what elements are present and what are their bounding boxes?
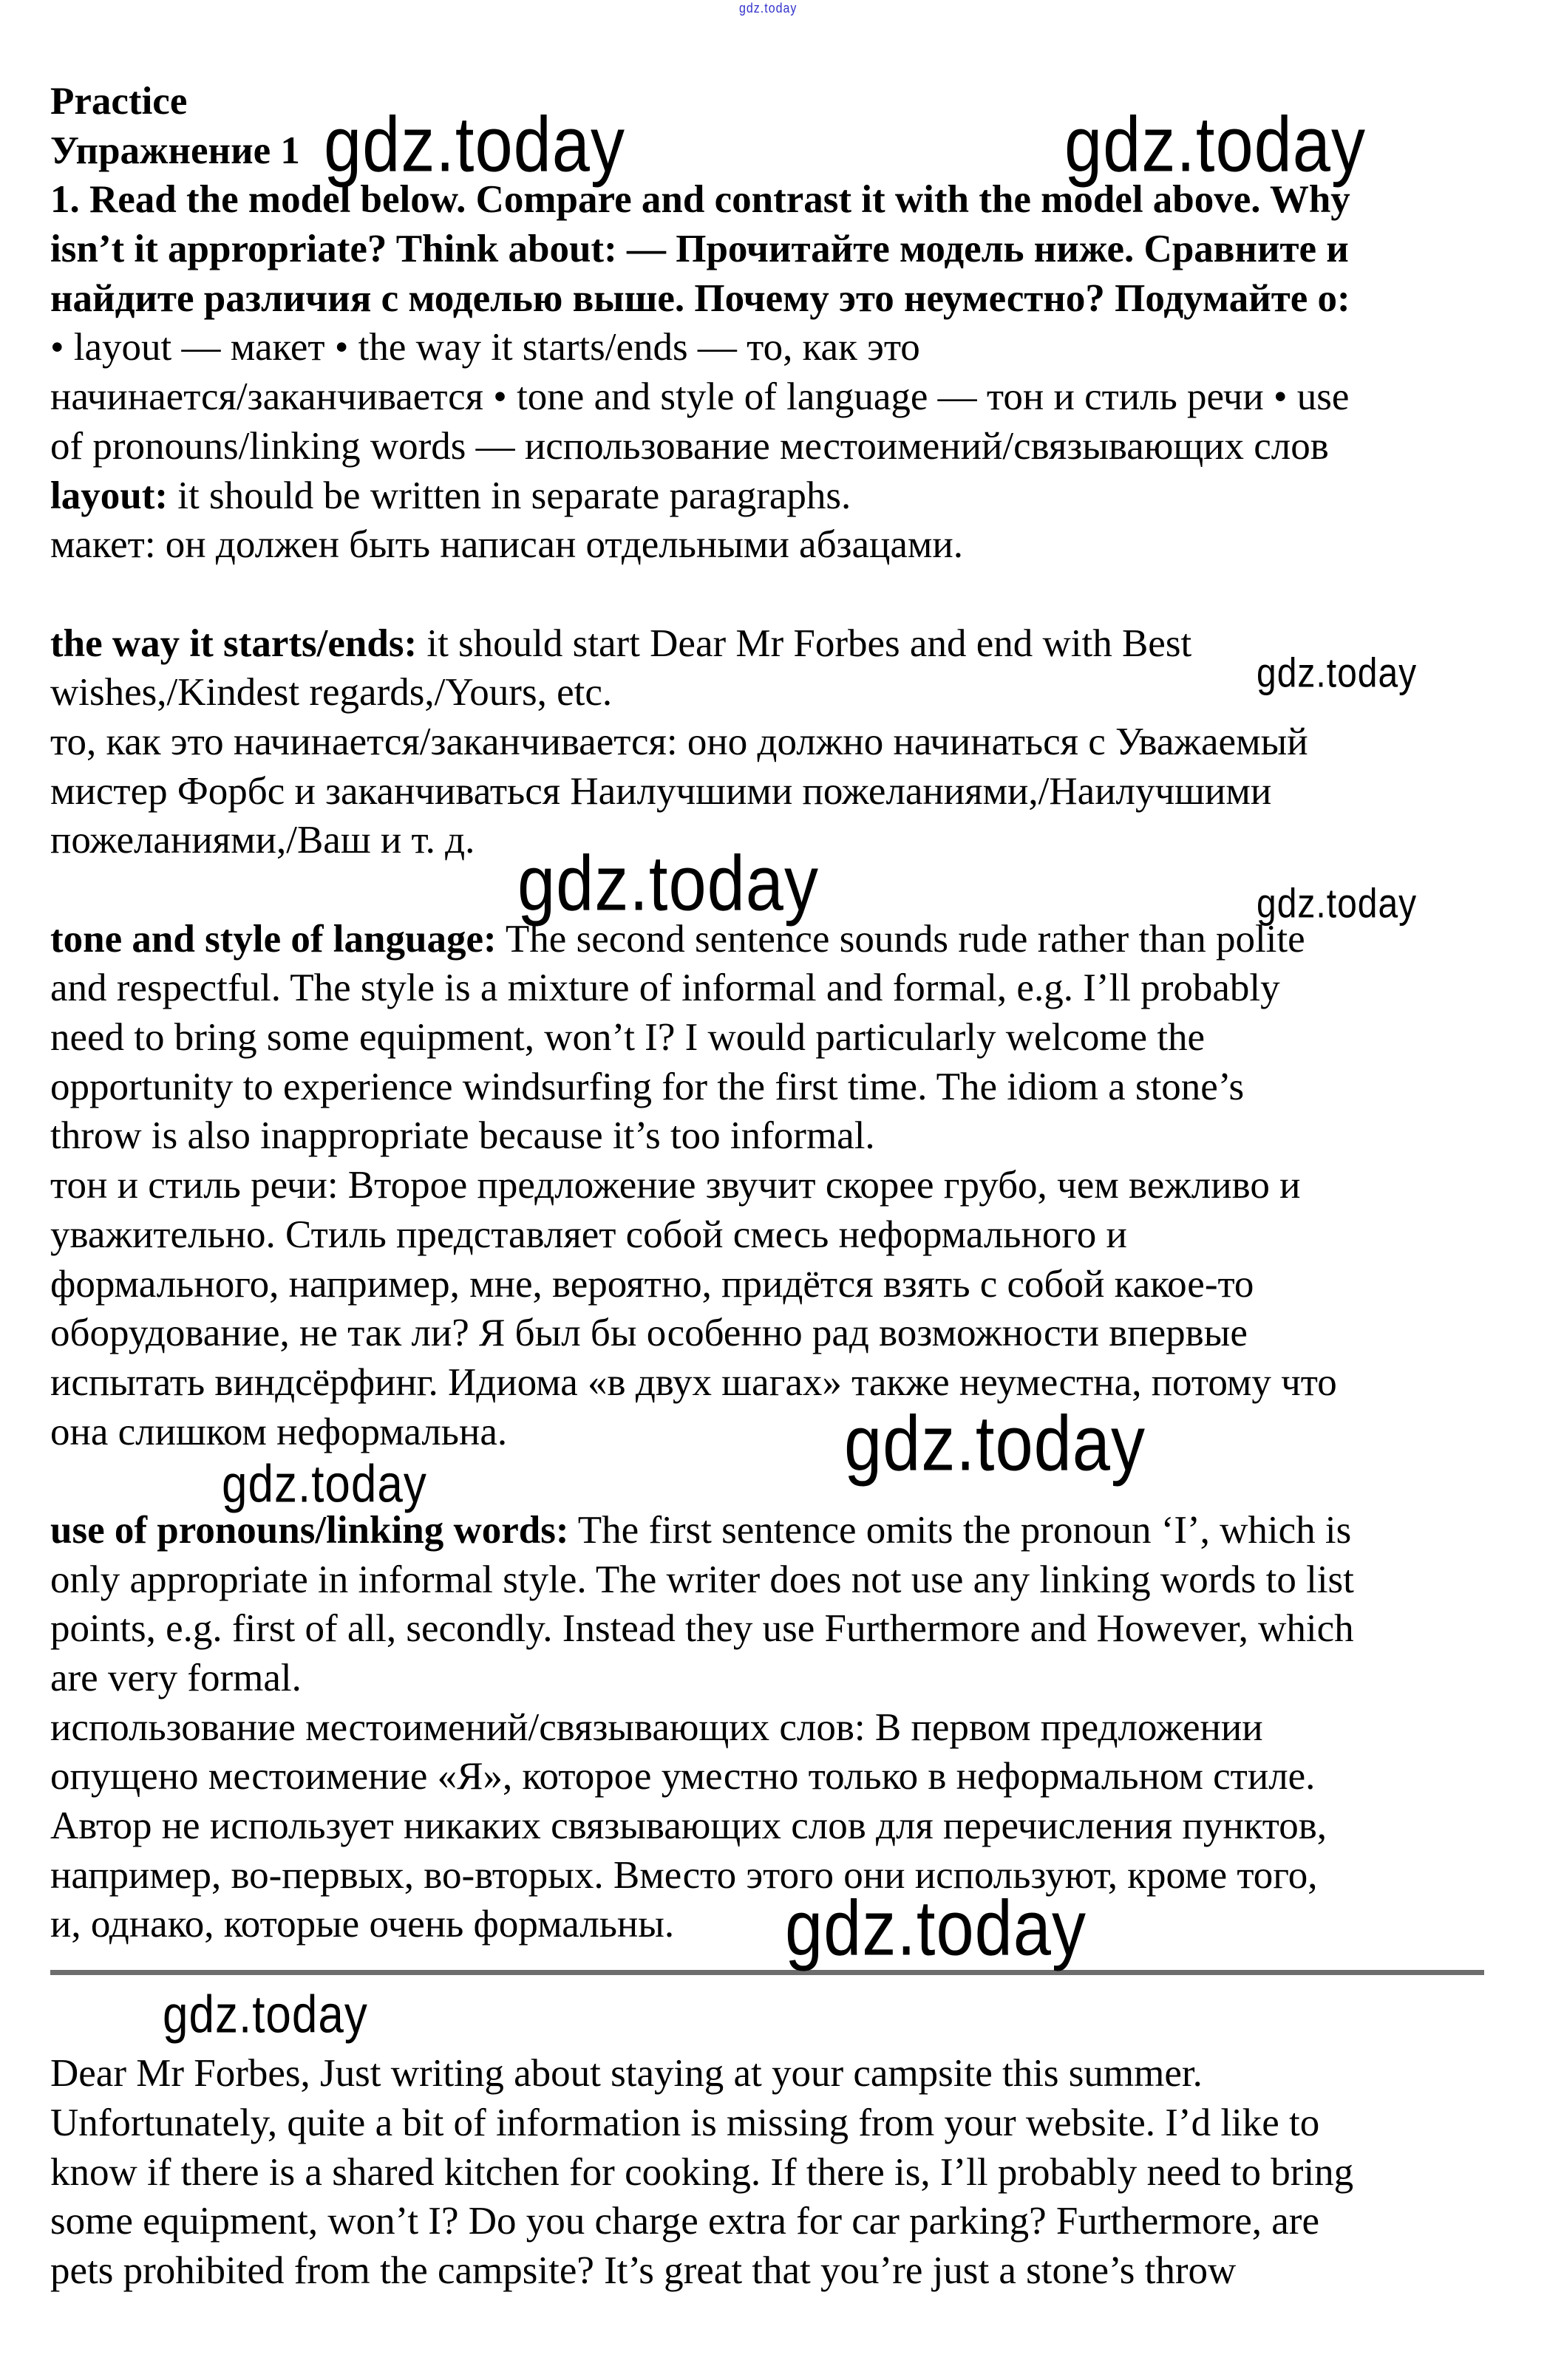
text-line [50, 225, 1499, 274]
bold-heading: use of pronouns/linking words: [50, 1508, 569, 1552]
horizontal-divider [50, 1970, 1484, 1975]
text-line [50, 1358, 1499, 1408]
line-text: опущено местоимение «Я», которое уместно только в неформальном стиле. [50, 1755, 1316, 1798]
line-text: начинается/заканчивается • tone and style of language — тон и стиль речи • use [50, 375, 1350, 419]
text-line [50, 520, 1499, 570]
line-text: пожеланиями,/Ваш и т. д. [50, 819, 475, 862]
watermark: gdz.today [739, 1, 798, 16]
document-body [50, 77, 1499, 2296]
bold-heading: найдите различия с моделью выше. Почему это неуместно? Подумайте о: [50, 276, 1350, 320]
line-text: pets prohibited from the campsite? It’s great that you’re just a stone’s throw [50, 2248, 1237, 2292]
blank-line [50, 570, 1499, 619]
line-text: only appropriate in informal style. The writer does not use any linking words to list [50, 1558, 1354, 1601]
line-text: The second sentence sounds rude rather than polite [496, 917, 1305, 961]
text-line [50, 1111, 1499, 1161]
bold-heading: Practice [50, 80, 188, 123]
text-line [50, 471, 1499, 521]
line-text: она слишком неформальна. [50, 1410, 508, 1453]
line-text: и, однако, которые очень формальны. [50, 1903, 675, 1946]
text-line [50, 2098, 1499, 2148]
text-line [50, 1161, 1499, 1210]
bold-heading: 1. Read the model below. Compare and contrast it with the model above. Why [50, 178, 1350, 222]
watermark: gdz.today [1257, 882, 1418, 927]
text-line [50, 1013, 1499, 1063]
line-text: some equipment, won’t I? Do you charge extra for car parking? Furthermore, are [50, 2200, 1319, 2243]
line-text: Автор не использует никаких связывающих слов для перечисления пунктов, [50, 1804, 1327, 1848]
text-line [50, 717, 1499, 767]
text-line [50, 1703, 1499, 1753]
text-line [50, 1900, 1499, 1949]
bold-heading: the way it starts/ends: [50, 621, 418, 665]
text-line [50, 1752, 1499, 1801]
text-line [50, 372, 1499, 422]
line-text: уважительно. Стиль представляет собой смесь неформального и [50, 1213, 1127, 1256]
line-text: The first sentence omits the pronoun ‘I’, which is [568, 1508, 1352, 1552]
text-line [50, 1555, 1499, 1605]
bold-heading: tone and style of language: [50, 917, 497, 961]
text-line [50, 422, 1499, 471]
line-text: Dear Mr Forbes, Just writing about staying at your campsite this summer. [50, 2052, 1203, 2096]
bold-heading: Упражнение 1 [50, 129, 300, 172]
line-text: например, во-первых, во-вторых. Вместо этого они используют, кроме того, [50, 1853, 1318, 1897]
text-line [50, 1654, 1499, 1703]
line-text: Unfortunately, quite a bit of information is missing from your website. I’d like to [50, 2101, 1320, 2144]
text-line [50, 1210, 1499, 1260]
line-text: points, e.g. first of all, secondly. Instead they use Furthermore and However, which [50, 1607, 1354, 1651]
bold-heading: isn’t it appropriate? Think about: — Прочитайте модель ниже. Сравните и [50, 228, 1349, 271]
text-line [50, 767, 1499, 816]
line-text: • layout — макет • the way it starts/ends — то, как это [50, 326, 920, 369]
watermark: gdz.today [222, 1455, 427, 1514]
watermark: gdz.today [1064, 101, 1366, 188]
line-text: то, как это начинается/заканчивается: оно должно начинаться с Уважаемый [50, 720, 1308, 763]
text-line [50, 2049, 1499, 2098]
watermark: gdz.today [324, 101, 625, 188]
line-text: it should be written in separate paragraphs. [168, 474, 851, 517]
line-text: мистер Форбс и заканчиваться Наилучшими пожеланиями,/Наилучшими [50, 769, 1272, 813]
watermark: gdz.today [1257, 651, 1418, 697]
line-text: opportunity to experience windsurfing for the first time. The idiom a stone’s [50, 1065, 1245, 1108]
text-line [50, 274, 1499, 324]
text-line [50, 1260, 1499, 1309]
line-text: know if there is a shared kitchen for cooking. If there is, I’ll probably need to bring [50, 2150, 1354, 2194]
line-text: тон и стиль речи: Второе предложение звучит скорее грубо, чем вежливо и [50, 1164, 1301, 1207]
watermark: gdz.today [517, 840, 819, 927]
line-text: need to bring some equipment, won’t I? I would particularly welcome the [50, 1016, 1206, 1060]
line-text: and respectful. The style is a mixture of informal and formal, e.g. I’ll probably [50, 966, 1280, 1010]
line-text: формального, например, мне, вероятно, придётся взять с собой какое-то [50, 1262, 1254, 1306]
line-text: использование местоимений/связывающих слов: В первом предложении [50, 1705, 1263, 1749]
text-line [50, 1063, 1499, 1112]
text-line [50, 1604, 1499, 1654]
text-line [50, 1801, 1499, 1851]
line-text: испытать виндсёрфинг. Идиома «в двух шагах» также неуместна, потому что [50, 1360, 1337, 1404]
text-line [50, 1309, 1499, 1358]
line-text: оборудование, не так ли? Я был бы особенно рад возможности впервые [50, 1312, 1248, 1355]
text-line [50, 2197, 1499, 2246]
line-text: of pronouns/linking words — использование местоимений/связывающих слов [50, 424, 1329, 468]
line-text: макет: он должен быть написан отдельными абзацами. [50, 523, 964, 567]
text-line [50, 964, 1499, 1013]
line-text: wishes,/Kindest regards,/Yours, etc. [50, 671, 613, 715]
line-text: are very formal. [50, 1657, 302, 1699]
bold-heading: layout: [50, 474, 168, 517]
text-line [50, 323, 1499, 372]
text-line [50, 1851, 1499, 1900]
watermark: gdz.today [163, 1985, 368, 2045]
watermark: gdz.today [785, 1885, 1087, 1972]
text-line [50, 2246, 1499, 2296]
line-text: throw is also inappropriate because it’s too informal. [50, 1114, 875, 1158]
text-line [50, 2148, 1499, 2197]
text-line [50, 1408, 1499, 1457]
watermark: gdz.today [844, 1400, 1146, 1487]
line-text: it should start Dear Mr Forbes and end with Best [417, 621, 1192, 665]
